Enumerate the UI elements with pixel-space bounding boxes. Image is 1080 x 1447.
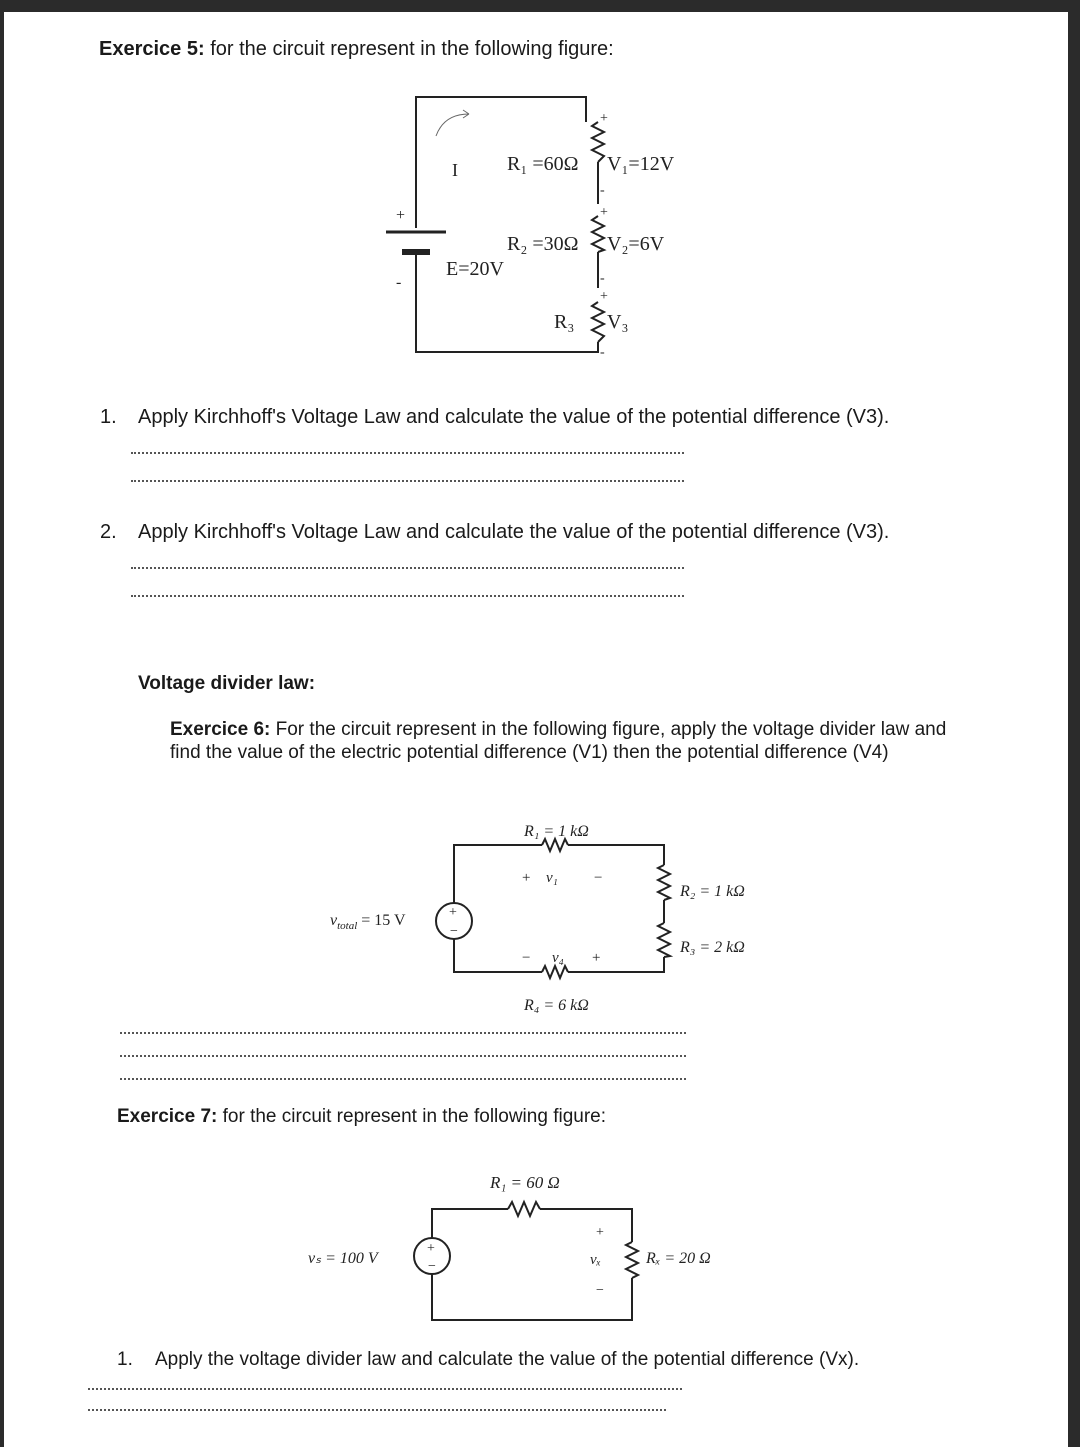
answer-line xyxy=(88,1388,682,1390)
exercise5-question-1: 1. Apply Kirchhoff's Voltage Law and calculate the value of the potential difference (V3). xyxy=(100,406,890,428)
exercise7-question-1: 1. Apply the voltage divider law and calculate the value of the potential difference (Vx). xyxy=(117,1349,860,1370)
r1-label: R₁ = 1 kΩ xyxy=(524,823,589,840)
document-page xyxy=(4,12,1068,1447)
answer-line xyxy=(131,480,684,482)
battery-plus: + xyxy=(396,207,406,224)
answer-line xyxy=(131,595,684,597)
exercise5-title: Exercice 5: for the circuit represent in the following figure: xyxy=(99,38,614,60)
rx-label: Rₓ = 20 Ω xyxy=(646,1250,711,1267)
source-minus: − xyxy=(428,1259,436,1274)
resistor-r2 xyxy=(658,865,670,900)
source-label: vₛ = 100 V xyxy=(308,1250,378,1267)
resistor-rx xyxy=(626,1242,638,1278)
r2-label: R₂ = 1 kΩ xyxy=(680,883,745,900)
r1-plus: + xyxy=(600,111,608,126)
circuit7-wire-left-top xyxy=(432,1209,508,1240)
r3-label: R₃ = 2 kΩ xyxy=(680,939,745,956)
exercise5-circuit xyxy=(374,92,704,367)
r1-label: R₁ =60Ω xyxy=(507,153,579,175)
source-plus: + xyxy=(449,905,457,920)
answer-line xyxy=(88,1409,666,1411)
vx-plus: + xyxy=(596,1225,604,1240)
resistor-r1 xyxy=(542,839,568,851)
vx-minus: − xyxy=(596,1283,604,1298)
source-label: E=20V xyxy=(446,258,504,280)
circuit6-wire-right-bottom xyxy=(568,957,664,972)
source-plus: + xyxy=(427,1241,435,1256)
current-label: I xyxy=(452,160,458,180)
r3-plus: + xyxy=(600,289,608,304)
r3-label: R₃ xyxy=(554,311,575,333)
exercise7-circuit xyxy=(294,1160,774,1330)
v4-label: v₄ xyxy=(552,950,564,966)
v1-minus: − xyxy=(594,870,603,886)
answer-line xyxy=(120,1032,686,1034)
voltage-divider-heading: Voltage divider law: xyxy=(138,673,316,694)
answer-line xyxy=(131,452,684,454)
resistor-r1 xyxy=(592,122,604,162)
source-label: $v_{total} = 15$ V xyxy=(330,912,406,932)
v1-label: V₁=12V xyxy=(607,153,675,175)
r3-minus: - xyxy=(600,345,605,360)
circuit5-wire-bottom xyxy=(416,253,598,352)
v1-plus: + xyxy=(522,870,531,886)
v2-label: V₂=6V xyxy=(607,233,665,255)
v3-label: V₃ xyxy=(607,311,629,333)
resistor-r3 xyxy=(658,923,670,957)
resistor-r1 xyxy=(508,1202,540,1216)
window-frame-right xyxy=(1068,0,1080,1447)
v4-minus: − xyxy=(522,950,531,966)
answer-line xyxy=(131,567,684,569)
r2-plus: + xyxy=(600,205,608,220)
r1-minus: - xyxy=(600,183,605,198)
v1-label: v₁ xyxy=(546,870,558,886)
window-frame-top xyxy=(0,0,1080,12)
source-minus: − xyxy=(450,924,458,939)
answer-line xyxy=(120,1055,686,1057)
r1-label: R₁ = 60 Ω xyxy=(490,1173,560,1192)
battery-minus: - xyxy=(396,274,402,291)
v4-plus: + xyxy=(592,950,601,966)
r4-label: R₄ = 6 kΩ xyxy=(524,997,589,1014)
vx-label: vₓ xyxy=(590,1252,601,1268)
r2-minus: - xyxy=(600,271,605,286)
circuit7-wire-right-top xyxy=(540,1209,632,1242)
exercise6-circuit xyxy=(314,810,794,1015)
r2-label: R₂ =30Ω xyxy=(507,233,579,255)
resistor-r2 xyxy=(592,216,604,252)
exercise6-text: Exercice 6: For the circuit represent in the following figure, apply the voltage divider law and find the value of the electric potential difference (V1) then the potential difference (V4) xyxy=(170,719,947,763)
exercise7-title: Exercice 7: for the circuit represent in the following figure: xyxy=(117,1106,606,1127)
circuit6-wire-right-top xyxy=(568,845,664,865)
resistor-r3 xyxy=(592,302,604,342)
resistor-r4 xyxy=(542,966,568,978)
answer-line xyxy=(120,1078,686,1080)
exercise5-question-2: 2. Apply Kirchhoff's Voltage Law and calculate the value of the potential difference (V3). xyxy=(100,521,890,543)
